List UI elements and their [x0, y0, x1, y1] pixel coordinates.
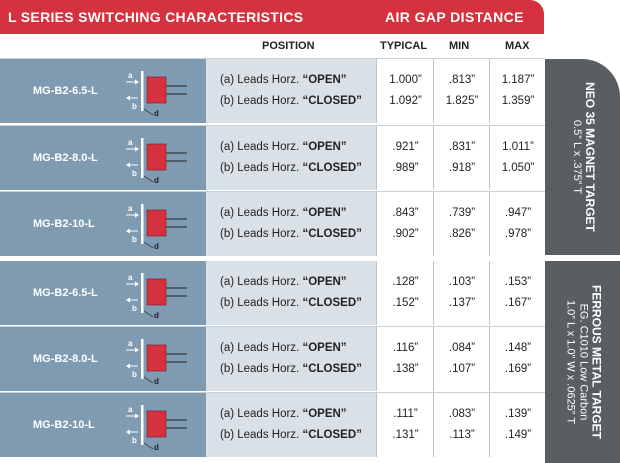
- position-cell: [206, 261, 376, 325]
- max-closed-value: .169”: [504, 363, 532, 375]
- open-state: “OPEN”: [302, 342, 347, 354]
- label-b: b: [132, 102, 137, 111]
- typical-open-value: .116”: [392, 342, 419, 354]
- min-cell: [433, 192, 490, 256]
- min-cell: [433, 126, 490, 190]
- column-header-typical: TYPICAL: [380, 40, 428, 52]
- position-closed: [220, 162, 362, 174]
- typical-closed-value: .138”: [392, 363, 419, 375]
- typical-cell: [376, 192, 434, 256]
- typical-cell: [376, 327, 434, 391]
- table-row: [0, 192, 545, 256]
- label-a: a: [128, 204, 133, 213]
- min-open-value: .083”: [448, 408, 476, 420]
- closed-state: “CLOSED”: [302, 228, 362, 240]
- group-divider: [0, 256, 545, 261]
- column-header-max: MAX: [505, 40, 530, 52]
- max-closed-value: .167”: [504, 297, 532, 309]
- label-a: a: [128, 405, 133, 414]
- neo-magnet-target-panel: [545, 59, 620, 255]
- label-b: b: [132, 304, 137, 313]
- min-open-value: .813”: [448, 74, 476, 86]
- closed-state: “CLOSED”: [302, 162, 362, 174]
- typical-closed-value: .131”: [392, 429, 419, 441]
- max-closed-value: .149”: [504, 429, 532, 441]
- label-a: a: [128, 273, 133, 282]
- column-header-position: POSITION: [262, 40, 315, 52]
- min-open-value: .831”: [448, 141, 476, 153]
- label-d: d: [154, 242, 159, 250]
- max-closed-value: 1.050”: [501, 162, 535, 174]
- max-cell: [489, 192, 546, 256]
- typical-open-value: .128”: [392, 276, 419, 288]
- model-number: MG-B2-8.0-L: [33, 353, 98, 365]
- position-closed: [220, 95, 362, 107]
- position-open-prefix: (a) Leads Horz.: [220, 74, 303, 86]
- neo-target-title: NEO 35 MAGNET TARGET: [582, 82, 597, 232]
- min-closed-value: .137”: [448, 297, 476, 309]
- min-cell: [433, 261, 490, 325]
- label-a: a: [128, 339, 133, 348]
- closed-state: “CLOSED”: [302, 297, 362, 309]
- position-open: [220, 408, 347, 420]
- typical-cell: [376, 126, 434, 190]
- position-open-prefix: (a) Leads Horz.: [220, 342, 303, 354]
- min-closed-value: .113”: [449, 429, 475, 441]
- model-number: MG-B2-6.5-L: [33, 85, 98, 97]
- open-state: “OPEN”: [302, 276, 347, 288]
- position-closed-prefix: (b) Leads Horz.: [220, 297, 303, 309]
- max-open-value: 1.011”: [502, 141, 534, 153]
- max-cell: [489, 126, 546, 190]
- label-b: b: [132, 370, 137, 379]
- air-gap-heading: AIR GAP DISTANCE: [385, 9, 524, 25]
- label-b: b: [132, 169, 137, 178]
- max-closed-value: .978”: [504, 228, 532, 240]
- position-closed: [220, 228, 362, 240]
- max-open-value: .148”: [504, 342, 532, 354]
- model-number: MG-B2-8.0-L: [33, 152, 98, 164]
- min-cell: [433, 59, 490, 123]
- switch-diagram-icon: [126, 403, 188, 451]
- min-cell: [433, 327, 490, 391]
- position-open: [220, 141, 347, 153]
- max-closed-value: 1.359”: [501, 95, 535, 107]
- row-divider: [0, 392, 545, 393]
- label-d: d: [154, 176, 159, 184]
- max-cell: [489, 327, 546, 391]
- position-closed-prefix: (b) Leads Horz.: [220, 363, 303, 375]
- min-open-value: .084”: [448, 342, 476, 354]
- typical-open-value: 1.000”: [389, 74, 422, 86]
- closed-state: “CLOSED”: [302, 95, 362, 107]
- position-cell: [206, 327, 376, 391]
- position-closed-prefix: (b) Leads Horz.: [220, 429, 303, 441]
- table-row: [0, 327, 545, 391]
- min-closed-value: .826”: [448, 228, 476, 240]
- position-closed: [220, 429, 362, 441]
- min-cell: [433, 393, 490, 457]
- max-cell: [489, 59, 546, 123]
- position-open-prefix: (a) Leads Horz.: [220, 408, 303, 420]
- table-row: [0, 59, 545, 123]
- ferrous-target-dimensions: 1.0” L x 1.0” W x .0625” T: [564, 299, 576, 425]
- position-open: [220, 276, 347, 288]
- column-header-min: MIN: [449, 40, 470, 52]
- position-closed: [220, 363, 362, 375]
- max-open-value: .139”: [504, 408, 532, 420]
- label-d: d: [154, 109, 159, 117]
- header-banner: [0, 0, 544, 34]
- max-cell: [489, 261, 546, 325]
- typical-closed-value: .152”: [392, 297, 419, 309]
- table-row: [0, 126, 545, 190]
- typical-closed-value: .989”: [392, 162, 419, 174]
- model-number: MG-B2-6.5-L: [33, 287, 98, 299]
- ferrous-target-title: FERROUS METAL TARGET: [589, 285, 603, 439]
- max-open-value: 1.187”: [501, 74, 535, 86]
- switch-diagram-icon: [126, 136, 188, 184]
- min-closed-value: .918”: [448, 162, 476, 174]
- max-open-value: .947”: [504, 207, 532, 219]
- position-cell: [206, 393, 376, 457]
- model-cell: [0, 393, 206, 457]
- table-row: [0, 261, 545, 325]
- typical-open-value: .921”: [392, 141, 419, 153]
- position-closed: [220, 297, 362, 309]
- position-open: [220, 207, 347, 219]
- typical-cell: [376, 59, 434, 123]
- model-number: MG-B2-10-L: [33, 218, 95, 230]
- position-open-prefix: (a) Leads Horz.: [220, 207, 303, 219]
- ferrous-target-material: EG. C1010 Low Carbon: [577, 303, 589, 421]
- position-open: [220, 342, 347, 354]
- switch-diagram-icon: [126, 202, 188, 250]
- label-d: d: [154, 311, 159, 319]
- model-number: MG-B2-10-L: [33, 419, 95, 431]
- max-open-value: .153”: [504, 276, 532, 288]
- typical-cell: [376, 261, 434, 325]
- position-cell: [206, 59, 376, 123]
- label-b: b: [132, 235, 137, 244]
- neo-target-dimensions: 0.5” L x .375” T: [570, 120, 583, 194]
- row-divider: [0, 125, 545, 126]
- position-cell: [206, 192, 376, 256]
- switch-diagram-icon: [126, 337, 188, 385]
- ferrous-metal-target-panel: [545, 261, 620, 463]
- open-state: “OPEN”: [302, 74, 347, 86]
- position-cell: [206, 126, 376, 190]
- label-d: d: [154, 443, 159, 451]
- row-divider: [0, 191, 545, 192]
- model-cell: [0, 261, 206, 325]
- typical-cell: [376, 393, 434, 457]
- model-cell: [0, 327, 206, 391]
- position-closed-prefix: (b) Leads Horz.: [220, 95, 303, 107]
- max-cell: [489, 393, 546, 457]
- position-closed-prefix: (b) Leads Horz.: [220, 162, 303, 174]
- label-a: a: [128, 71, 133, 80]
- open-state: “OPEN”: [302, 141, 347, 153]
- position-open: [220, 74, 347, 86]
- open-state: “OPEN”: [302, 207, 347, 219]
- switch-diagram-icon: [126, 271, 188, 319]
- closed-state: “CLOSED”: [302, 363, 362, 375]
- min-closed-value: .107”: [448, 363, 476, 375]
- row-divider: [0, 58, 545, 59]
- label-b: b: [132, 436, 137, 445]
- open-state: “OPEN”: [302, 408, 347, 420]
- label-a: a: [128, 138, 133, 147]
- min-open-value: .103”: [448, 276, 476, 288]
- table-row: [0, 393, 545, 457]
- row-divider: [0, 326, 545, 327]
- position-open-prefix: (a) Leads Horz.: [220, 276, 303, 288]
- typical-open-value: .111”: [393, 408, 418, 420]
- switch-diagram-icon: [126, 69, 188, 117]
- label-d: d: [154, 377, 159, 385]
- closed-state: “CLOSED”: [302, 429, 362, 441]
- model-cell: [0, 192, 206, 256]
- typical-closed-value: .902”: [392, 228, 419, 240]
- model-cell: [0, 126, 206, 190]
- position-open-prefix: (a) Leads Horz.: [220, 141, 303, 153]
- typical-open-value: .843”: [392, 207, 419, 219]
- min-open-value: .739”: [448, 207, 476, 219]
- position-closed-prefix: (b) Leads Horz.: [220, 228, 303, 240]
- min-closed-value: 1.825”: [445, 95, 479, 107]
- model-cell: [0, 59, 206, 123]
- table-title: L SERIES SWITCHING CHARACTERISTICS: [8, 9, 304, 25]
- typical-closed-value: 1.092”: [389, 95, 422, 107]
